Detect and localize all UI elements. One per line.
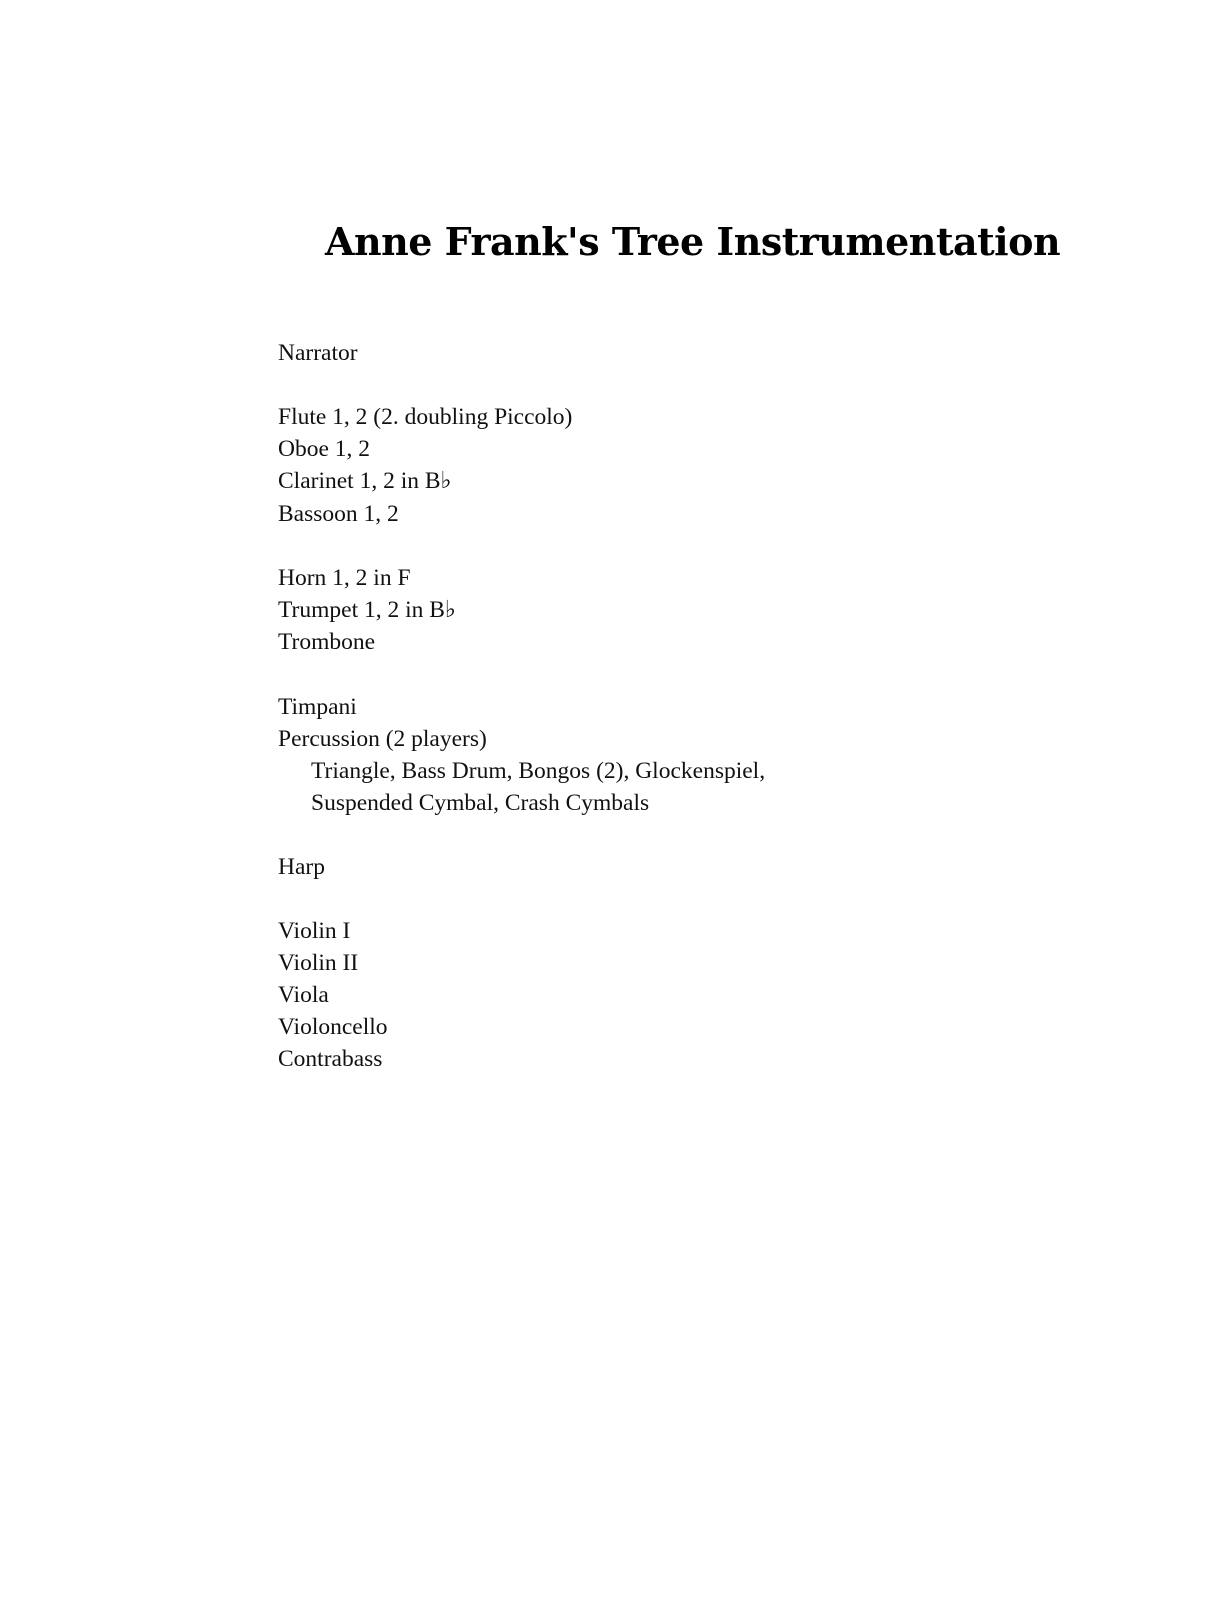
percussion-detail-line-1: Triangle, Bass Drum, Bongos (2), Glockenspiel, [311,758,766,784]
instrument-flute: Flute 1, 2 (2. doubling Piccolo) [278,404,573,430]
instrument-oboe: Oboe 1, 2 [278,436,371,462]
page-title: Anne Frank's Tree Instrumentation [325,219,1061,264]
instrument-timpani: Timpani [278,694,357,720]
instrument-harp: Harp [278,854,325,880]
percussion-detail-line-2: Suspended Cymbal, Crash Cymbals [311,790,650,816]
instrument-violoncello: Violoncello [278,1014,388,1040]
instrument-contrabass: Contrabass [278,1046,383,1072]
instrument-violin-1: Violin I [278,918,351,944]
instrument-horn: Horn 1, 2 in F [278,565,411,591]
instrument-trombone: Trombone [278,629,376,655]
instrument-trumpet: Trumpet 1, 2 in B♭ [278,597,457,623]
instrument-bassoon: Bassoon 1, 2 [278,501,399,527]
instrument-narrator: Narrator [278,340,358,366]
instrument-clarinet: Clarinet 1, 2 in B♭ [278,468,452,494]
instrument-percussion: Percussion (2 players) [278,726,487,752]
instrument-viola: Viola [278,982,329,1008]
instrument-violin-2: Violin II [278,950,359,976]
